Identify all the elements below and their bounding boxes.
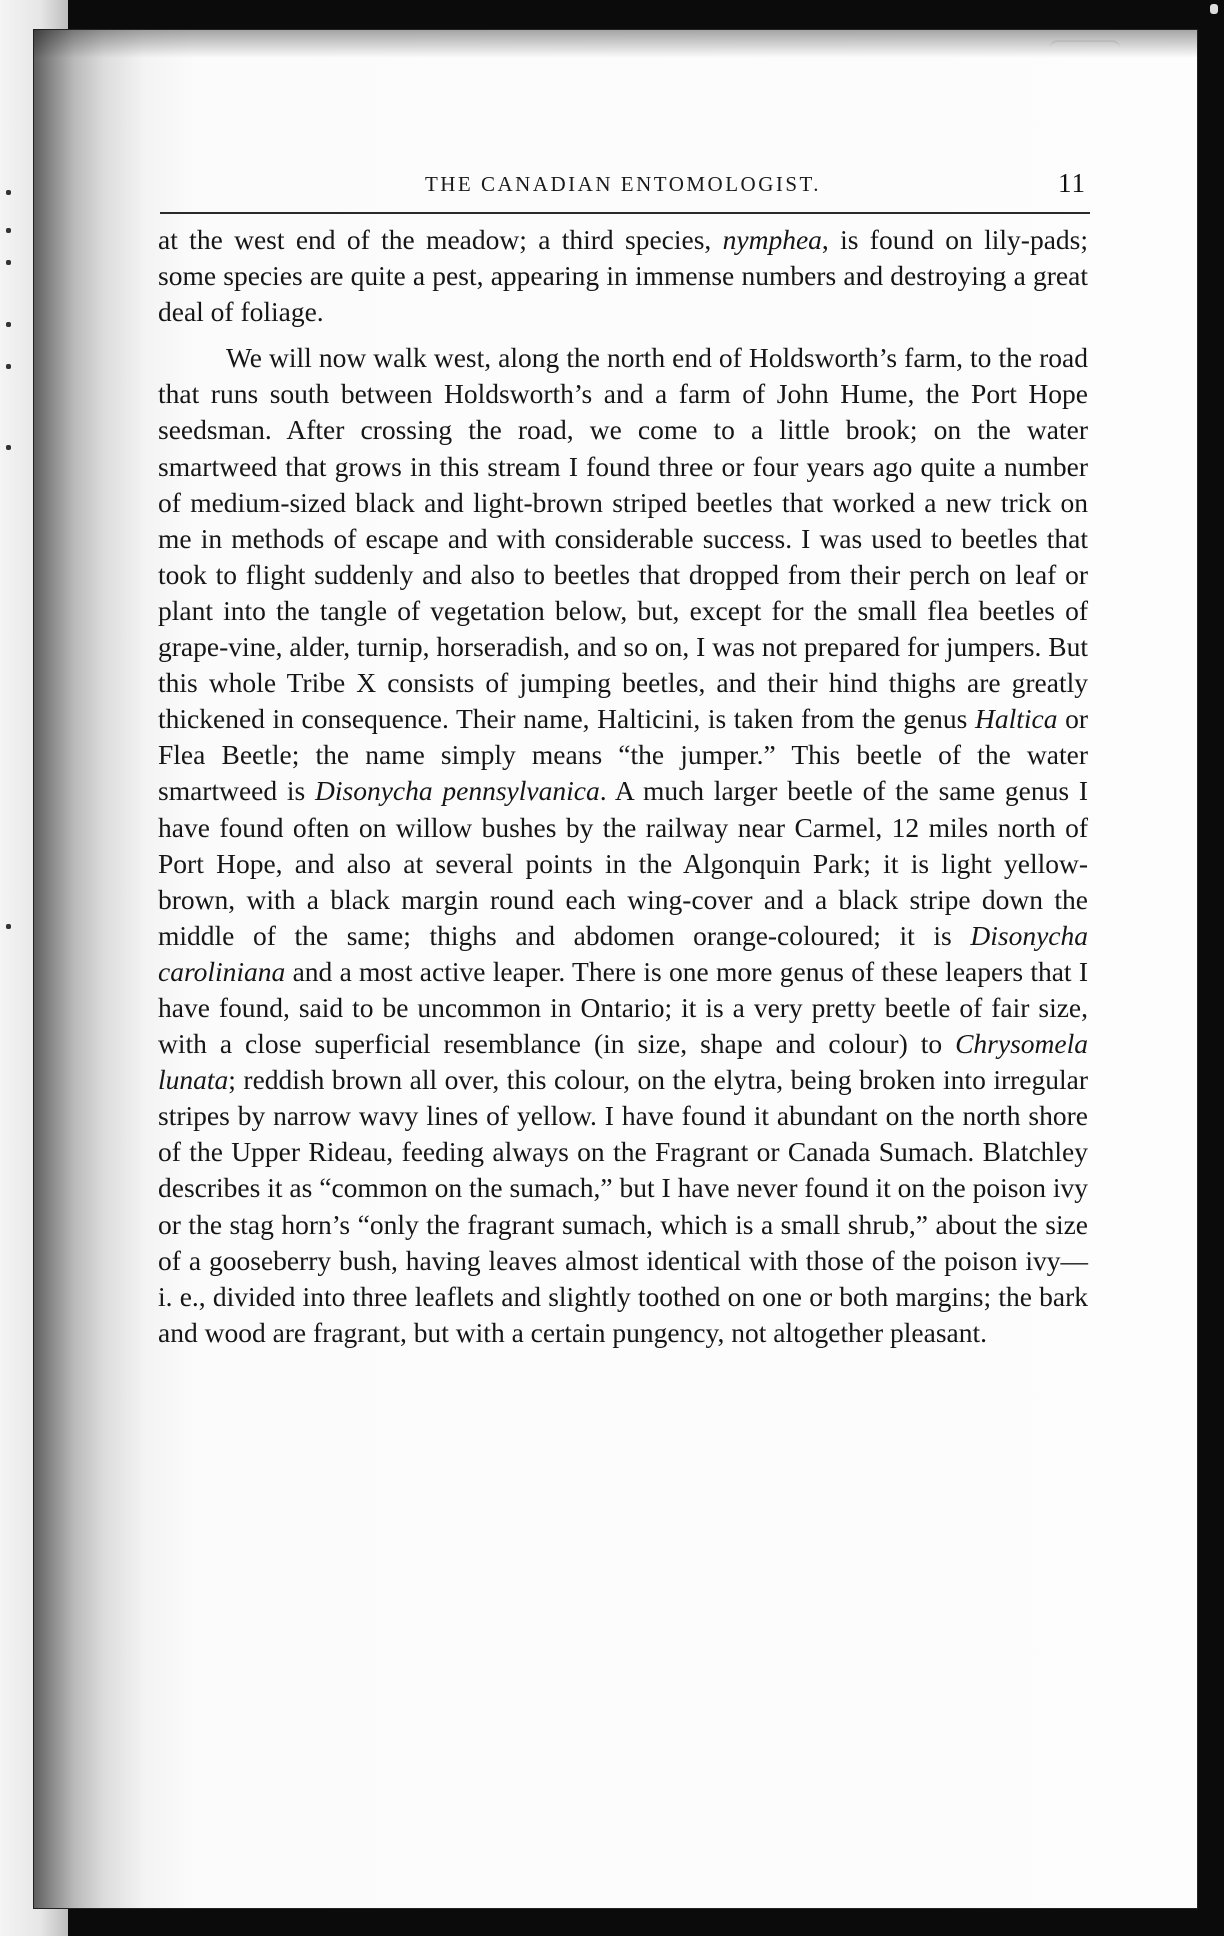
paragraph-2 (158, 340, 1088, 1351)
running-title: THE CANADIAN ENTOMOLOGIST. (424, 172, 822, 196)
body-text (158, 222, 1088, 1351)
page-top-shadow (34, 30, 1197, 58)
text-run: or Flea Beetle; the name simply means “the jumper.” This beetle of the water smartweed is (158, 703, 1088, 807)
paragraph-1 (158, 222, 1088, 330)
italic-term: Disonycha caroliniana (158, 919, 1088, 987)
text-run: ; reddish brown all over, this colour, on the elytra, being broken into irregular stripes by narrow wavy lines of yellow. I have found it abundant on the north shore of the Upper Rideau, feeding always on the Fragrant or Canada Sumach. Blatchley describes it as “common on the sumach,” but I have never found it on the poison ivy or the stag horn’s “only the fragrant sumach, which is a small shrub,” about the size of a gooseberry bush, having leaves almost identical with those of the poison ivy—i. e., divided into three leaflets and slightly toothed on one or both margins; the bark and wood are fragrant, but with a certain pungency, not altogether pleasant. (158, 1064, 1088, 1348)
italic-term: Disonycha pennsylvanica (315, 775, 600, 807)
header-rule (160, 212, 1090, 214)
text-run: . A much larger beetle of the same genus I have found often on willow bushes by the railway near Carmel, 12 miles north of Port Hope, and also at several points in the Algonquin Park; it is light yellow-brown, with a black margin round each wing-cover and a black stripe down the middle of the same; thighs and abdomen orange-coloured; it is (158, 775, 1089, 951)
scan-mark (1050, 40, 1120, 48)
text-run: at the west end of the meadow; a third species, (158, 224, 723, 255)
text-run: and a most active leaper. There is one more genus of these leapers that I have found, said to be uncommon in Ontario; it is a very pretty beetle of fair size, with a close superficial resemblance (in size, shape and colour) to (158, 955, 1088, 1060)
text-run: We will now walk west, along the north end of Holdsworth’s farm, to the road that runs south between Holdsworth’s and a farm of John Hume, the Port Hope seedsman. After crossing the road, we come to a little brook; on the water smartweed that grows in this stream I found three or four years ago quite a number of medium-sized black and light-brown striped beetles that worked a new trick on me in methods of escape and with considerable success. I was used to beetles that took to flight suddenly and also to beetles that dropped from their perch on leaf or plant into the tangle of vegetation below, but, except for the small flea beetles of grape-vine, alder, turnip, horseradish, and so on, I was not prepared for jumpers. But this whole Tribe X consists of jumping beetles, and their hind thighs are greatly thickened in consequence. Their name, Halticini, is taken from the genus (158, 342, 1088, 735)
text-run: , is found on lily-pads; some species are quite a pest, appearing in immense numbers and destroying a great deal of foliage. (158, 224, 1088, 328)
running-head (160, 168, 1086, 208)
italic-term: Haltica (974, 703, 1058, 735)
italic-term: Chrysomela lunata (158, 1028, 1088, 1096)
scan-corner (1210, 4, 1218, 14)
italic-term: nymphea (722, 224, 822, 255)
page-number: 11 (1058, 168, 1086, 198)
